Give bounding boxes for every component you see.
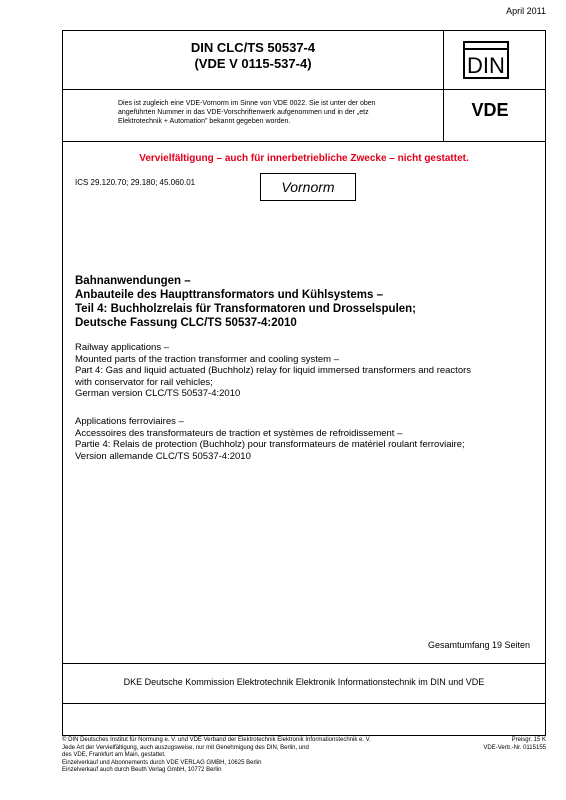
publication-date: April 2011 bbox=[506, 6, 546, 16]
svg-text:VDE: VDE bbox=[471, 101, 509, 119]
divider bbox=[443, 31, 444, 141]
document-number: DIN CLC/TS 50537-4 bbox=[190, 40, 316, 55]
total-pages: Gesamtumfang 19 Seiten bbox=[427, 640, 530, 650]
german-title: Bahnanwendungen – Anbauteile des Haupttransformators und Kühlsystems – Teil 4: Buchholzrelais für Transformatoren und Drosselspulen; Deutsche Fassung CLC/TS 50537-4:2010 bbox=[75, 275, 417, 329]
cover-frame bbox=[62, 30, 546, 736]
svg-text:DIN: DIN bbox=[467, 53, 505, 78]
vde-number: (VDE V 0115-537-4) bbox=[194, 56, 312, 71]
divider bbox=[63, 89, 545, 90]
french-title: Applications ferroviaires – Accessoires des transformateurs de traction et systèmes de refroidissement – Partie 4: Relais de protection (Buchholz) pour transformateurs de matériel roulant ferroviaire; Version allemande CLC/TS 50537-4:2010 bbox=[75, 416, 465, 462]
vde-notice: Dies ist zugleich eine VDE-Vornorm im Sinne von VDE 0022. Sie ist unter der oben angeführten Nummer in das VDE-Vorschriftenwerk aufgenommen und in der „etz Elektrotechnik + Automation" bekannt gegeben worden. bbox=[118, 100, 376, 125]
vornorm-badge: Vornorm bbox=[260, 173, 356, 201]
price-footer: Preisgr. 15 K VDE-Vertr.-Nr. 0115155 bbox=[483, 737, 546, 751]
vde-logo-icon bbox=[455, 101, 525, 119]
copyright-footer: © DIN Deutsches Institut für Normung e. V. und VDE Verband der Elektrotechnik Elektronik Informationstechnik e. V. Jede Art der Vervielfältigung, auch auszugsweise, nur mit Genehmigung des DIN, Berlin, und des VDE, Frankfurt am Main, gestattet. Einzelverkauf und Abonnements durch VDE VERLAG GMBH, 10625 Berlin Einzelverkauf auch durch Beuth Verlag GmbH, 10772 Berlin bbox=[62, 737, 371, 773]
copy-warning: Vervielfältigung – auch für innerbetriebliche Zwecke – nicht gestattet. bbox=[139, 153, 469, 164]
committee-name: DKE Deutsche Kommission Elektrotechnik Elektronik Informationstechnik im DIN und VDE bbox=[123, 677, 485, 687]
divider bbox=[63, 663, 545, 664]
divider bbox=[63, 703, 545, 704]
divider bbox=[63, 141, 545, 142]
ics-codes: ICS 29.120.70; 29.180; 45.060.01 bbox=[75, 178, 196, 187]
din-logo-icon bbox=[461, 40, 511, 80]
english-title: Railway applications – Mounted parts of the traction transformer and cooling system – Part 4: Gas and liquid actuated (Buchholz) relay for liquid immersed transformers and reactors with conservator for rail vehicles; German version CLC/TS 50537-4:2010 bbox=[75, 342, 472, 399]
